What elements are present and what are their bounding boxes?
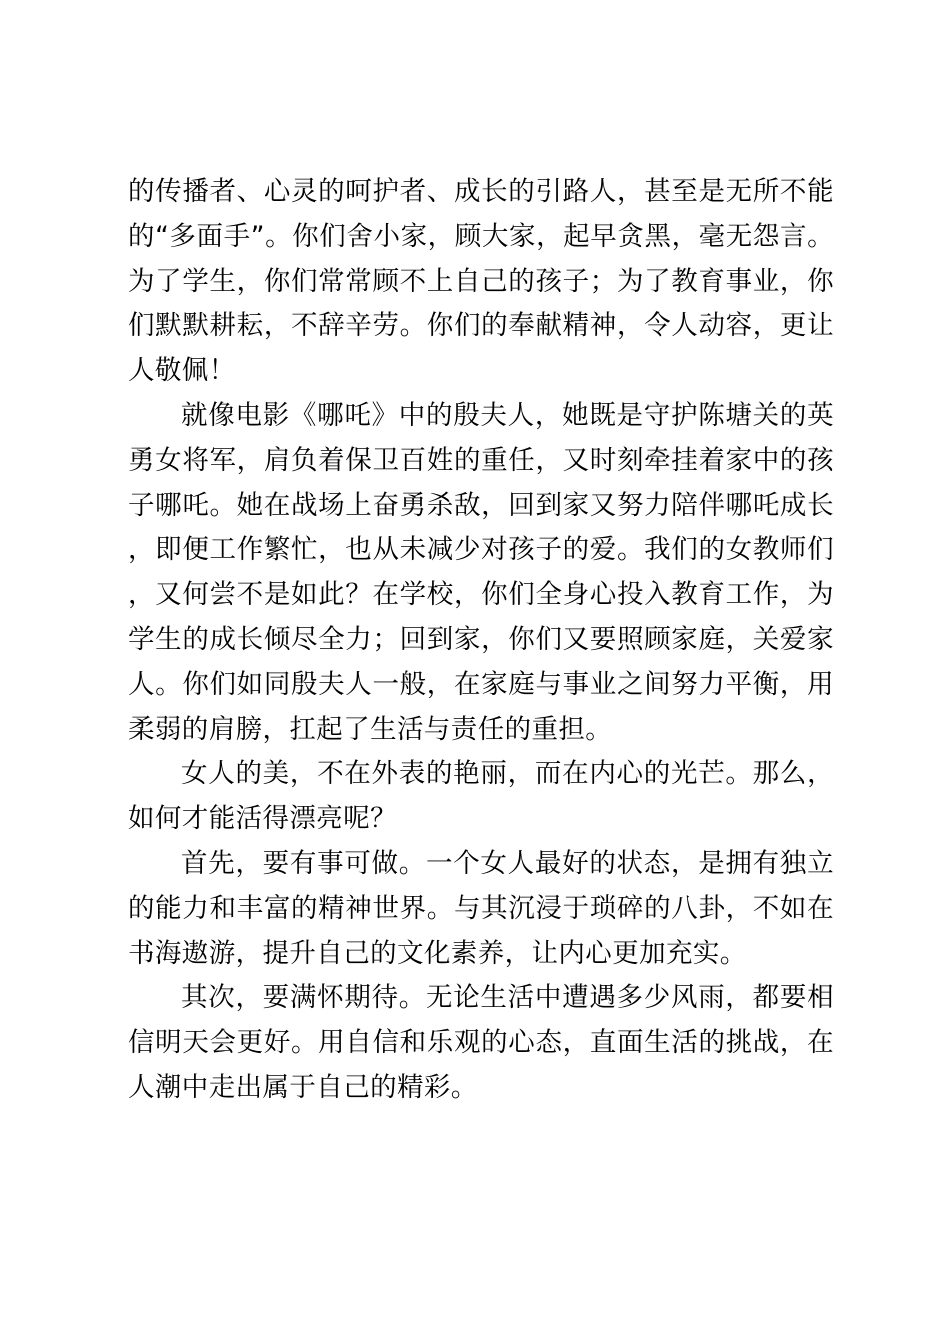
document-page: [128, 170, 834, 1111]
paragraph-continuation: 的传播者、心灵的呵护者、成长的引路人，甚至是无所不能的“多面手”。你们舍小家，顾大家，起早贪黑，毫无怨言。为了学生，你们常常顾不上自己的孩子；为了教育事业，你们默默耕耘，不辞辛劳。你们的奉献精神，令人动容，更让人敬佩！: [128, 176, 834, 387]
paragraph-second-point: 其次，要满怀期待。无论生活中遭遇多少风雨，都要相信明天会更好。用自信和乐观的心态，直面生活的挑战，在人潮中走出属于自己的精彩。: [128, 982, 834, 1103]
paragraph-first-point: 首先，要有事可做。一个女人最好的状态，是拥有独立的能力和丰富的精神世界。与其沉浸于琐碎的八卦，不如在书海遨游，提升自己的文化素养，让内心更加充实。: [128, 847, 834, 969]
paragraph-beauty-question: 女人的美，不在外表的艳丽，而在内心的光芒。那么，如何才能活得漂亮呢？: [128, 758, 834, 835]
paragraph-nezha-comparison: 就像电影《哪吒》中的殷夫人，她既是守护陈塘关的英勇女将军，肩负着保卫百姓的重任，又时刻牵挂着家中的孩子哪吒。她在战场上奋勇杀敌，回到家又努力陪伴哪吒成长，即便工作繁忙，也从未减少对孩子的爱。我们的女教师们，又何尝不是如此？在学校，你们全身心投入教育工作，为学生的成长倾尽全力；回到家，你们又要照顾家庭，关爱家人。你们如同殷夫人一般，在家庭与事业之间努力平衡，用柔弱的肩膀，扛起了生活与责任的重担。: [128, 399, 834, 745]
